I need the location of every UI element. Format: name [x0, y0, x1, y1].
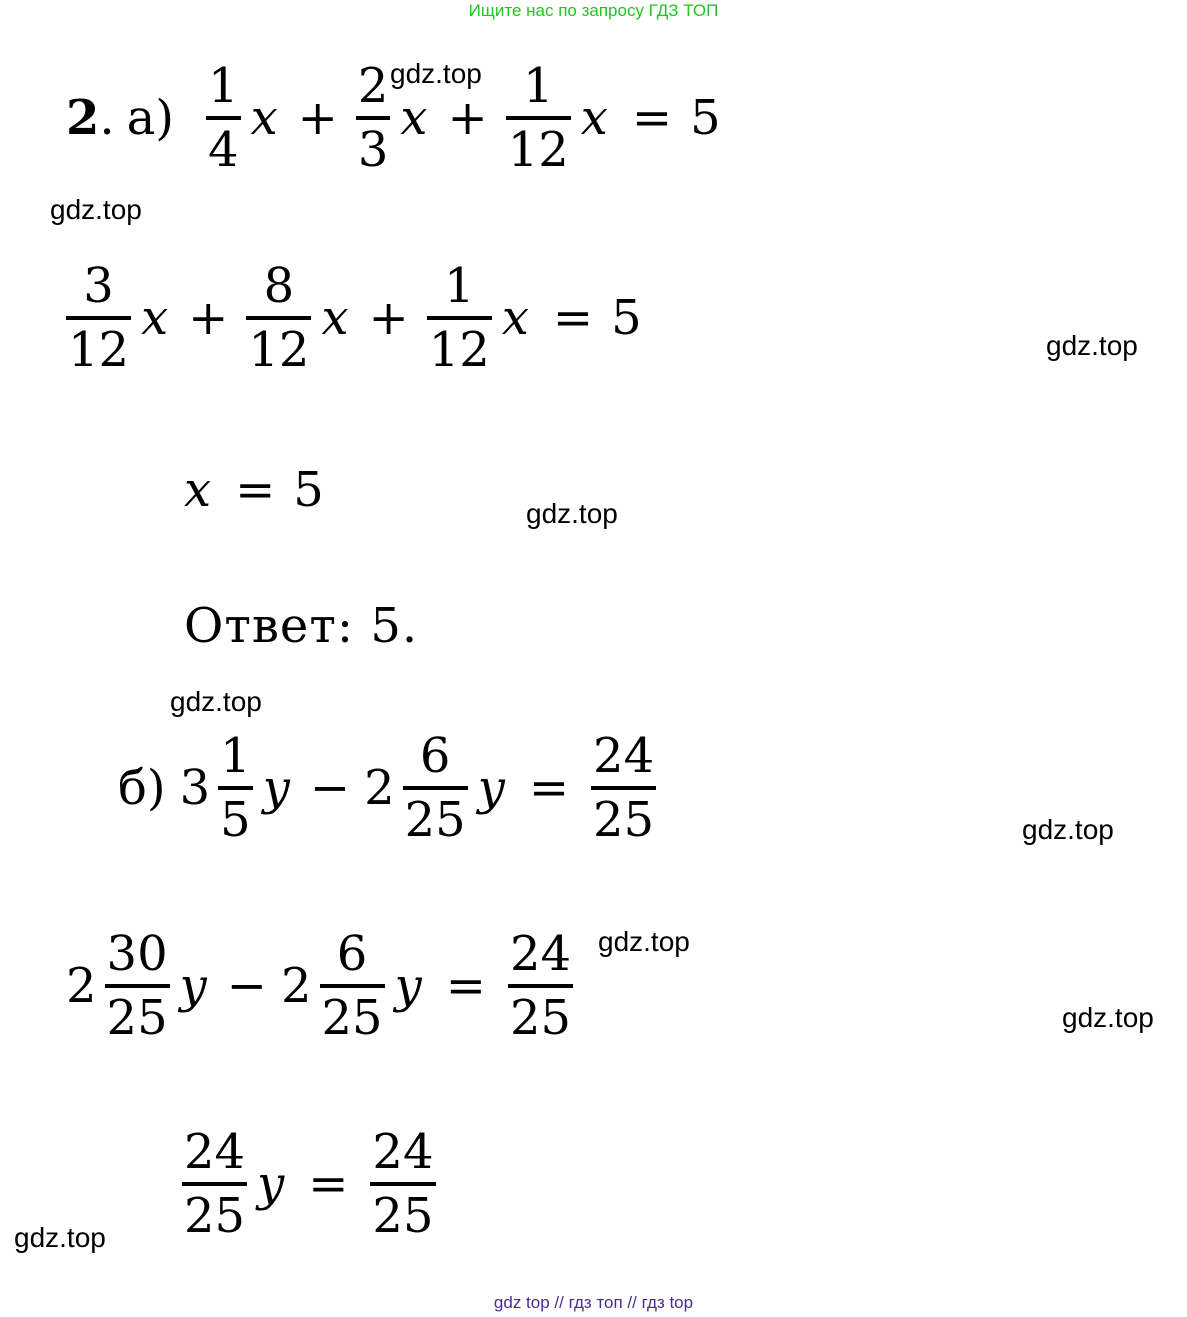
equation-b-line3	[178, 1124, 440, 1244]
numerator: 1	[522, 58, 554, 114]
denominator: 25	[508, 984, 573, 1042]
variable-x: x	[321, 290, 349, 346]
fraction	[246, 258, 311, 378]
equals-sign: =	[528, 760, 570, 816]
header-search-hint[interactable]: Ищите нас по запросу ГДЗ ТОП	[468, 1, 719, 20]
numerator: 1	[220, 728, 251, 784]
equation-b-line2	[66, 926, 577, 1046]
watermark: gdz.top	[390, 58, 482, 89]
problem-number-dot: .	[99, 90, 115, 146]
denominator: 25	[370, 1182, 435, 1240]
minus-sign: −	[309, 760, 351, 816]
part-a-label: а)	[126, 90, 175, 146]
equals-sign: =	[308, 1156, 349, 1212]
denominator: 12	[66, 316, 131, 374]
watermark: gdz.top	[1022, 814, 1114, 845]
numerator: 30	[106, 926, 168, 982]
equals-sign: =	[631, 90, 673, 146]
equals-sign: =	[235, 462, 276, 518]
fraction	[66, 258, 131, 378]
fraction	[105, 926, 170, 1046]
numerator: 3	[83, 258, 114, 314]
rhs-value: 5	[611, 290, 642, 346]
variable-x: x	[501, 290, 529, 346]
watermark: gdz.top	[598, 926, 690, 957]
numerator: 1	[444, 258, 475, 314]
fraction	[320, 926, 385, 1046]
variable-y: y	[262, 760, 290, 816]
watermark: gdz.top	[1062, 1002, 1154, 1033]
denominator: 25	[320, 984, 385, 1042]
mixed-whole: 2	[280, 958, 312, 1014]
denominator: 12	[246, 316, 311, 374]
minus-sign: −	[226, 958, 267, 1014]
rhs-value: 5	[690, 90, 721, 146]
numerator: 2	[357, 58, 389, 114]
numerator: 6	[336, 926, 368, 982]
numerator: 8	[263, 258, 295, 314]
variable-x: x	[400, 90, 428, 146]
fraction	[370, 1124, 435, 1244]
denominator: 5	[218, 786, 253, 844]
denominator: 12	[506, 116, 571, 174]
numerator: 24	[372, 1124, 434, 1180]
variable-x: x	[250, 90, 278, 146]
equation-b-line1	[118, 728, 660, 848]
plus-sign: +	[368, 290, 409, 346]
watermark: gdz.top	[50, 194, 142, 225]
denominator: 25	[182, 1182, 247, 1240]
watermark: gdz.top	[526, 498, 618, 529]
denominator: 25	[105, 984, 170, 1042]
equation-a-line1	[66, 58, 721, 178]
equation-a-line2	[62, 258, 642, 378]
variable-y: y	[179, 958, 207, 1014]
variable-y: y	[257, 1156, 285, 1212]
numerator: 1	[208, 58, 239, 114]
equals-sign: =	[445, 958, 486, 1014]
part-b-label: б)	[118, 760, 166, 816]
fraction	[591, 728, 656, 848]
fraction	[356, 58, 391, 178]
variable-x: x	[580, 90, 608, 146]
watermark: gdz.top	[14, 1222, 106, 1253]
problem-number: 2	[66, 90, 100, 146]
variable-x: x	[184, 462, 212, 518]
equation-a-line3	[178, 462, 324, 518]
denominator: 25	[591, 786, 656, 844]
watermark: gdz.top	[170, 686, 262, 717]
denominator: 3	[356, 116, 391, 174]
variable-y: y	[477, 760, 505, 816]
denominator: 4	[206, 116, 241, 174]
fraction	[218, 728, 253, 848]
fraction	[427, 258, 492, 378]
denominator: 12	[427, 316, 492, 374]
fraction	[206, 58, 241, 178]
rhs-value: 5	[293, 462, 324, 518]
equals-sign: =	[552, 290, 594, 346]
watermark: gdz.top	[1046, 330, 1138, 361]
mixed-whole: 2	[364, 760, 395, 816]
plus-sign: +	[297, 90, 338, 146]
fraction	[403, 728, 468, 848]
fraction	[506, 58, 571, 178]
numerator: 6	[419, 728, 451, 784]
plus-sign: +	[188, 290, 229, 346]
mixed-whole: 2	[66, 958, 97, 1014]
numerator: 24	[184, 1124, 246, 1180]
answer-text: Ответ: 5.	[184, 598, 419, 654]
numerator: 24	[593, 728, 655, 784]
denominator: 25	[403, 786, 468, 844]
variable-x: x	[141, 290, 169, 346]
fraction	[182, 1124, 247, 1244]
numerator: 24	[509, 926, 572, 982]
mixed-whole: 3	[179, 760, 211, 816]
variable-y: y	[394, 958, 422, 1014]
footer-links[interactable]: gdz top // гдз топ // гдз top	[493, 1293, 694, 1312]
plus-sign: +	[447, 90, 488, 146]
fraction	[508, 926, 573, 1046]
